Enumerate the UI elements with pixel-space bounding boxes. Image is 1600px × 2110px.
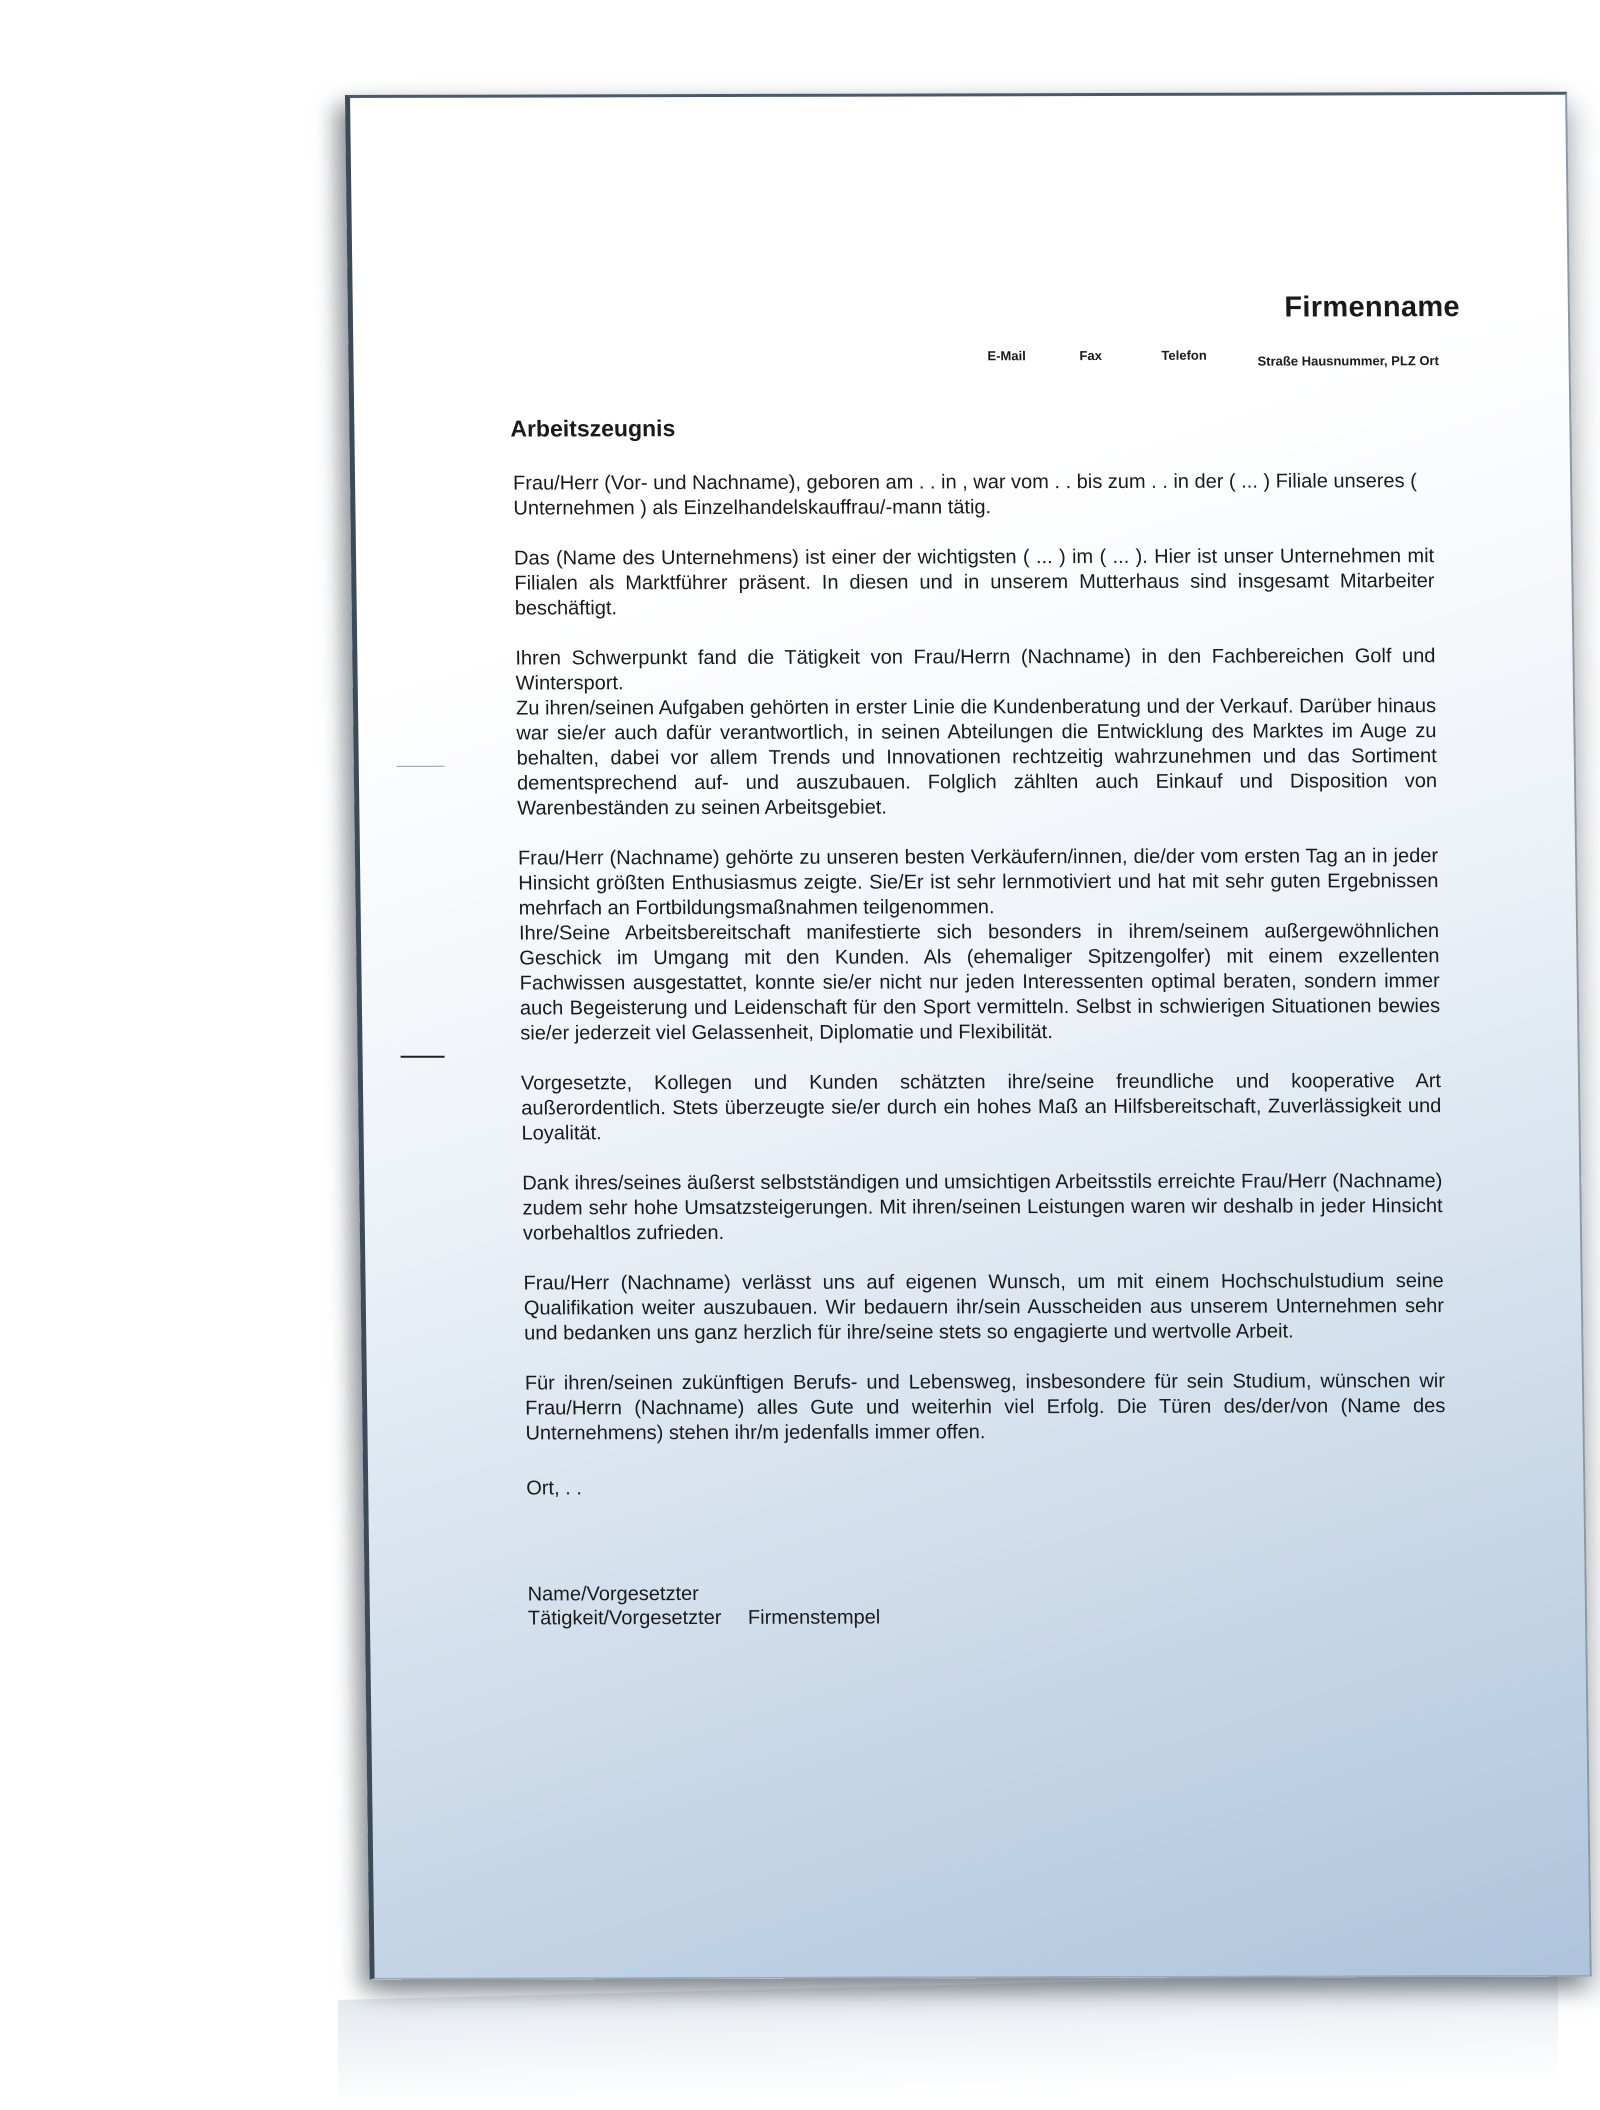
paragraph-conduct: Vorgesetzte, Kollegen und Kunden schätzten ihre/seine freundliche und kooperative Art außerordentlich. Stets überzeugte sie/er durch ein hohes Maß an Hilfsbereitschaft, Zuverlässigkeit und Loyalität. <box>520 1070 1442 1145</box>
page-reflection <box>338 1970 1558 2110</box>
company-stamp-label: Firmenstempel <box>747 1606 881 1629</box>
paragraph-company: Das (Name des Unternehmens) ist einer der wichtigsten ( ... ) im ( ... ). Hier ist unser Unternehmen mit Filialen als Marktführer präsent. In diesen und in unserem Mutterhaus sind insgesamt Mitarbeiter beschäftigt. <box>513 545 1435 620</box>
paragraph-duties: Ihren Schwerpunkt fand die Tätigkeit von Frau/Herrn (Nachname) in den Fachbereichen Golf und Wintersport. Zu ihren/seinen Aufgaben gehörten in erster Linie die Kundenberatung und der Verkauf. Darüber hinaus war sie/er auch dafür verantwortlich, in seinen Abteilungen die Entwicklung des Marktes im Auge zu behalten, dabei vor allem Trends und Innovationen rechtzeitig wahrzunehmen und das Sortiment dementsprechend auf- und auszubauen. Folglich zählten auch Einkauf und Disposition von Warenbeständen zu seinen Arbeitsgebiet. <box>515 645 1438 820</box>
paragraph-performance: Frau/Herr (Nachname) gehörte zu unseren besten Verkäufern/innen, die/der vom ersten Tag an in jeder Hinsicht größten Enthusiasmus zeigte. Sie/Er ist sehr lernmotiviert und hat mit sehr guten Ergebnissen mehrfach an Fortbildungsmaßnahmen teilgenommen. Ihre/Seine Arbeitsbereitschaft manifestierte sich besonders in ihrem/seinem außergewöhnlichen Geschick im Umgang mit den Kunden. Als (ehemaliger Spitzengolfer) mit einem exzellenten Fachwissen ausgestattet, konnte sie/er nicht nur jeden Interessenten optimal beraten, sondern immer auch Begeisterung und Leidenschaft für den Sport vermitteln. Selbst in schwierigen Situationen bewies sie/er jederzeit viel Gelassenheit, Diplomatie und Flexibilität. <box>517 845 1441 1045</box>
address-label: Straße Hausnummer, PLZ Ort <box>1257 353 1439 369</box>
paragraph-employment: Frau/Herr (Vor- und Nachname), geboren am . . in , war vom . . bis zum . . in der ( ... ) Filiale unseres ( Unternehmen ) als Einzelhandelskauffrau/-mann tätig. <box>512 470 1417 520</box>
company-name: Firmenname <box>1284 291 1461 324</box>
signature-role: Tätigkeit/Vorgesetzter <box>527 1606 722 1630</box>
place-date: Ort, . . <box>526 1477 582 1500</box>
document-page <box>345 92 1592 1980</box>
paragraph-farewell: Für ihren/seinen zukünftigen Berufs- und Lebensweg, insbesondere für sein Studium, wünschen wir Frau/Herrn (Nachname) alles Gute und weiterhin viel Erfolg. Die Türen des/der/von (Name des Unternehmens) stehen ihr/m jedenfalls immer offen. <box>524 1370 1446 1445</box>
paragraph-results: Dank ihres/seines äußerst selbstständigen und umsichtigen Arbeitsstils erreichte Frau/Herr (Nachname) zudem sehr hohe Umsatzsteigerungen. Mit ihren/seinen Leistungen waren wir deshalb in jeder Hinsicht vorbehaltlos zufrieden. <box>522 1170 1443 1245</box>
fax-label: Fax <box>1079 348 1102 364</box>
paragraph-departure: Frau/Herr (Nachname) verlässt uns auf eigenen Wunsch, um mit einem Hochschulstudium seine Qualifikation weiter auszubauen. Wir bedauern ihr/sein Ausscheiden aus unserem Unternehmen sehr und bedanken uns ganz herzlich für ihre/seine stets so engagierte und wertvolle Arbeit. <box>523 1270 1445 1345</box>
punch-mark <box>401 1056 445 1058</box>
fold-mark <box>397 766 445 767</box>
signature-name: Name/Vorgesetzter <box>527 1582 699 1606</box>
phone-label: Telefon <box>1161 347 1207 363</box>
document-title: Arbeitszeugnis <box>510 415 676 442</box>
email-label: E-Mail <box>987 348 1026 364</box>
letter-body <box>513 469 1446 1471</box>
